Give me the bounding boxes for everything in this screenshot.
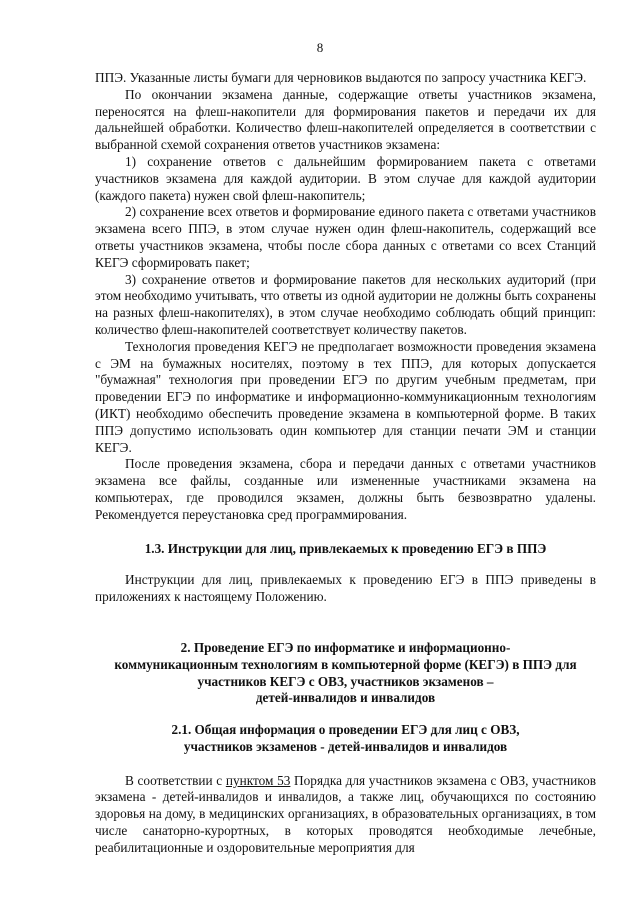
paragraph: ППЭ. Указанные листы бумаги для черновиков выдаются по запросу участника КЕГЭ. [95, 70, 587, 85]
heading-line: коммуникационным технологиям в компьютерной форме (КЕГЭ) в ППЭ для [114, 656, 577, 672]
paragraph: По окончании экзамена данные, содержащие ответы участников экзамена, переносятся на флеш-накопители для формирования пакетов и передачи их для дальнейшей обработки. Количество флеш-накопителей определяется в соответствии с выбранной схемой сохранения ответов участников экзамена: [95, 86, 596, 153]
heading-line: участников КЕГЭ с ОВЗ, участников экзаменов – [197, 673, 494, 689]
heading-line: детей-инвалидов и инвалидов [255, 690, 436, 706]
section-heading-1-3: 1.3. Инструкции для лиц, привлекаемых к проведению ЕГЭ в ППЭ [144, 540, 547, 556]
section-heading-2-1 [95, 722, 596, 756]
paragraph: 1) сохранение ответов с дальнейшим формированием пакета с ответами участников экзамена для каждой аудитории. В этом случае для каждой аудитории (каждого пакета) нужен свой флеш-накопитель; [95, 153, 596, 203]
paragraph: Технология проведения КЕГЭ не предполагает возможности проведения экзамена с ЭМ на бумажных носителях, поэтому в тех ППЭ, для которых допускается "бумажная" технология при проведении ЕГЭ по другим учебным предметам, при проведении ЕГЭ по информатике и информационно-коммуникационным технологиям (ИКТ) необходимо обеспечить проведение экзамена в компьютерной форме. В таких ППЭ допустимо использовать один компьютер для станции печати ЭМ и станции КЕГЭ. [95, 338, 596, 455]
paragraph: Инструкции для лиц, привлекаемых к проведению ЕГЭ в ППЭ приведены в приложениях к настоящему Положению. [95, 572, 596, 605]
paragraph: 3) сохранение ответов и формирование пакетов для нескольких аудиторий (при этом необходимо учитывать, что ответы из одной аудитории не должны быть сохранены на разных флеш-накопителях), в этом случае необходимо соблюдать общий принцип: количество флеш-накопителей соответствует количеству пакетов. [95, 271, 596, 337]
paragraph: 2) сохранение всех ответов и формирование единого пакета с ответами участников экзамена всего ППЭ, в этом случае нужен один флеш-накопитель, содержащий все ответы участников экзамена, чтобы после сбора данных с ответами со всех Станций КЕГЭ сформировать пакет; [95, 204, 596, 270]
text-run: В соответствии с [125, 772, 226, 788]
page-number: 8 [316, 40, 324, 55]
document-body [95, 70, 596, 857]
heading-line: 2. Проведение ЕГЭ по информатике и информационно- [180, 639, 511, 655]
paragraph: После проведения экзамена, сбора и передачи данных с ответами участников экзамена все файлы, созданные или измененные участниками экзамена на компьютерах, где проводился экзамен, должны быть безвозвратно удалены. Рекомендуется переустановка сред программирования. [95, 456, 596, 522]
text-run: Порядка для участников экзамена с ОВЗ, участников экзамена - детей-инвалидов и инвалидов, а также лиц, обучающихся по состоянию здоровья на дому, в медицинских организациях, в образовательных организациях, в том числе санаторно-курортных, в которых проводятся необходимые лечебные, реабилитационные и оздоровительные мероприятия для [95, 772, 596, 855]
section-heading-2 [95, 640, 596, 707]
heading-line: 2.1. Общая информация о проведении ЕГЭ для лиц с ОВЗ, [171, 722, 520, 738]
heading-line: участников экзаменов - детей-инвалидов и инвалидов [183, 738, 508, 754]
reference-link[interactable]: пунктом 53 [225, 772, 291, 788]
paragraph [95, 773, 596, 857]
